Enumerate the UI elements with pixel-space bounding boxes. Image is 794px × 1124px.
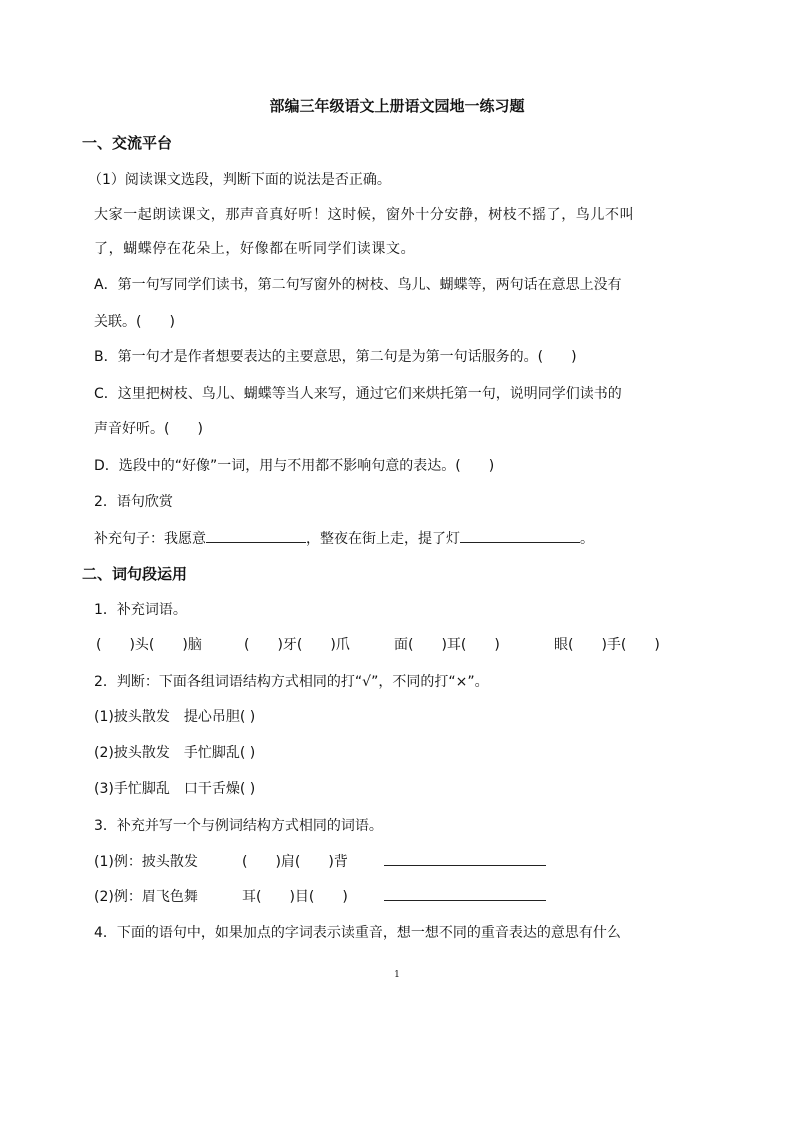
structure-item-2 [94, 886, 546, 907]
example-fill: ( )肩( )背 [242, 854, 348, 870]
stress-question: 4．下面的语句中，如果加点的字词表示读重音，想一想不同的重音表达的意思有什么 [94, 925, 621, 941]
option-c-line-1: C．这里把树枝、鸟儿、蝴蝶等当人来写，通过它们来烘托第一句，说明同学们读书的 [94, 386, 622, 402]
answer-line[interactable] [384, 886, 546, 901]
judgment-heading: 2．判断：下面各组词语结构方式相同的打“√”，不同的打“×”。 [94, 674, 489, 690]
example-word: (1)例：披头散发 [94, 854, 198, 870]
word-completion-row [96, 635, 660, 655]
example-word: (2)例：眉飞色舞 [94, 889, 198, 905]
answer-line[interactable] [384, 851, 546, 866]
word-item: ( )头( )脑 [96, 637, 202, 653]
judgment-item: (3)手忙脚乱 口干舌燥( ) [94, 781, 256, 797]
sentence-part-3: 。 [580, 531, 594, 547]
option-a-line-1: A．第一句写同学们读书，第二句写窗外的树枝、鸟儿、蝴蝶等，两句话在意思上没有 [94, 277, 622, 293]
option-b: B．第一句才是作者想要表达的主要意思，第二句是为第一句话服务的。( ) [94, 349, 577, 365]
document-title: 部编三年级语文上册语文园地一练习题 [269, 97, 525, 115]
sentence-part-1: 补充句子：我愿意 [94, 531, 206, 547]
sentence-completion [94, 528, 594, 549]
question-1-prompt: （1）阅读课文选段，判断下面的说法是否正确。 [88, 172, 391, 188]
section-heading-2: 二、词句段运用 [82, 565, 188, 583]
fill-blank-2[interactable] [460, 528, 580, 543]
page-number: 1 [394, 970, 400, 980]
option-a-line-2: 关联。( ) [94, 314, 175, 330]
judgment-item: (2)披头散发 手忙脚乱( ) [94, 745, 256, 761]
judgment-item: (1)披头散发 提心吊胆( ) [94, 709, 256, 725]
word-completion-heading: 1．补充词语。 [94, 602, 187, 618]
option-d: D．选段中的“好像”一词，用与不用都不影响句意的表达。( ) [94, 458, 495, 474]
sentence-part-2: ，整夜在街上走，提了灯 [306, 531, 460, 547]
option-c-line-2: 声音好听。( ) [94, 421, 203, 437]
word-item: 面( )耳( ) [394, 637, 500, 653]
section-heading-1: 一、交流平台 [82, 134, 173, 152]
fill-blank-1[interactable] [206, 528, 306, 543]
passage-line-2: 了，蝴蝶停在花朵上，好像都在听同学们读课文。 [94, 241, 416, 257]
structure-heading: 3．补充并写一个与例词结构方式相同的词语。 [94, 818, 383, 834]
example-fill: 耳( )目( ) [242, 889, 348, 905]
word-item: 眼( )手( ) [554, 637, 660, 653]
passage-line-1: 大家一起朗读课文，那声音真好听！这时候，窗外十分安静，树枝不摇了，鸟儿不叫 [94, 207, 635, 223]
structure-item-1 [94, 851, 546, 872]
word-item: ( )牙( )爪 [244, 637, 350, 653]
question-2-heading: 2．语句欣赏 [94, 494, 173, 510]
